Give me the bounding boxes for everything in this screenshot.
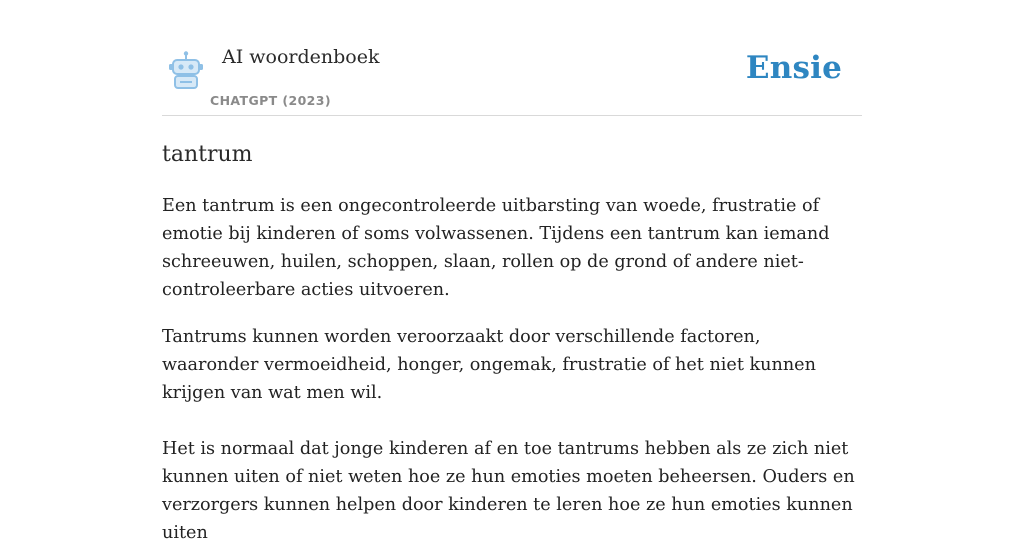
definition-paragraph: Het is normaal dat jonge kinderen af en toe tantrums hebben als ze zich niet kunnen uiten of niet weten hoe ze hun emoties moeten beheersen. Ouders en verzorgers kunnen helpen door kinderen te leren hoe ze hun emoties kunnen uiten <box>162 439 855 543</box>
brand-logo[interactable]: Ensie <box>745 50 842 86</box>
robot-icon <box>166 51 206 89</box>
source-subtitle: CHATGPT (2023) <box>210 93 331 108</box>
definition-paragraph: Tantrums kunnen worden veroorzaakt door verschillende factoren, waaronder vermoeidheid, honger, ongemak, frustratie of het niet kunnen krijgen van wat men wil. <box>162 327 816 403</box>
entry-term: tantrum <box>162 142 253 167</box>
source-header <box>162 0 862 116</box>
source-title[interactable]: AI woordenboek <box>222 46 380 68</box>
definition-paragraph: Een tantrum is een ongecontroleerde uitbarsting van woede, frustratie of emotie bij kinderen of soms volwassenen. Tijdens een tantrum kan iemand schreeuwen, huilen, schoppen, slaan, rollen op de grond of andere niet-controleerbare acties uitvoeren. <box>162 196 830 300</box>
page-container <box>162 0 862 543</box>
